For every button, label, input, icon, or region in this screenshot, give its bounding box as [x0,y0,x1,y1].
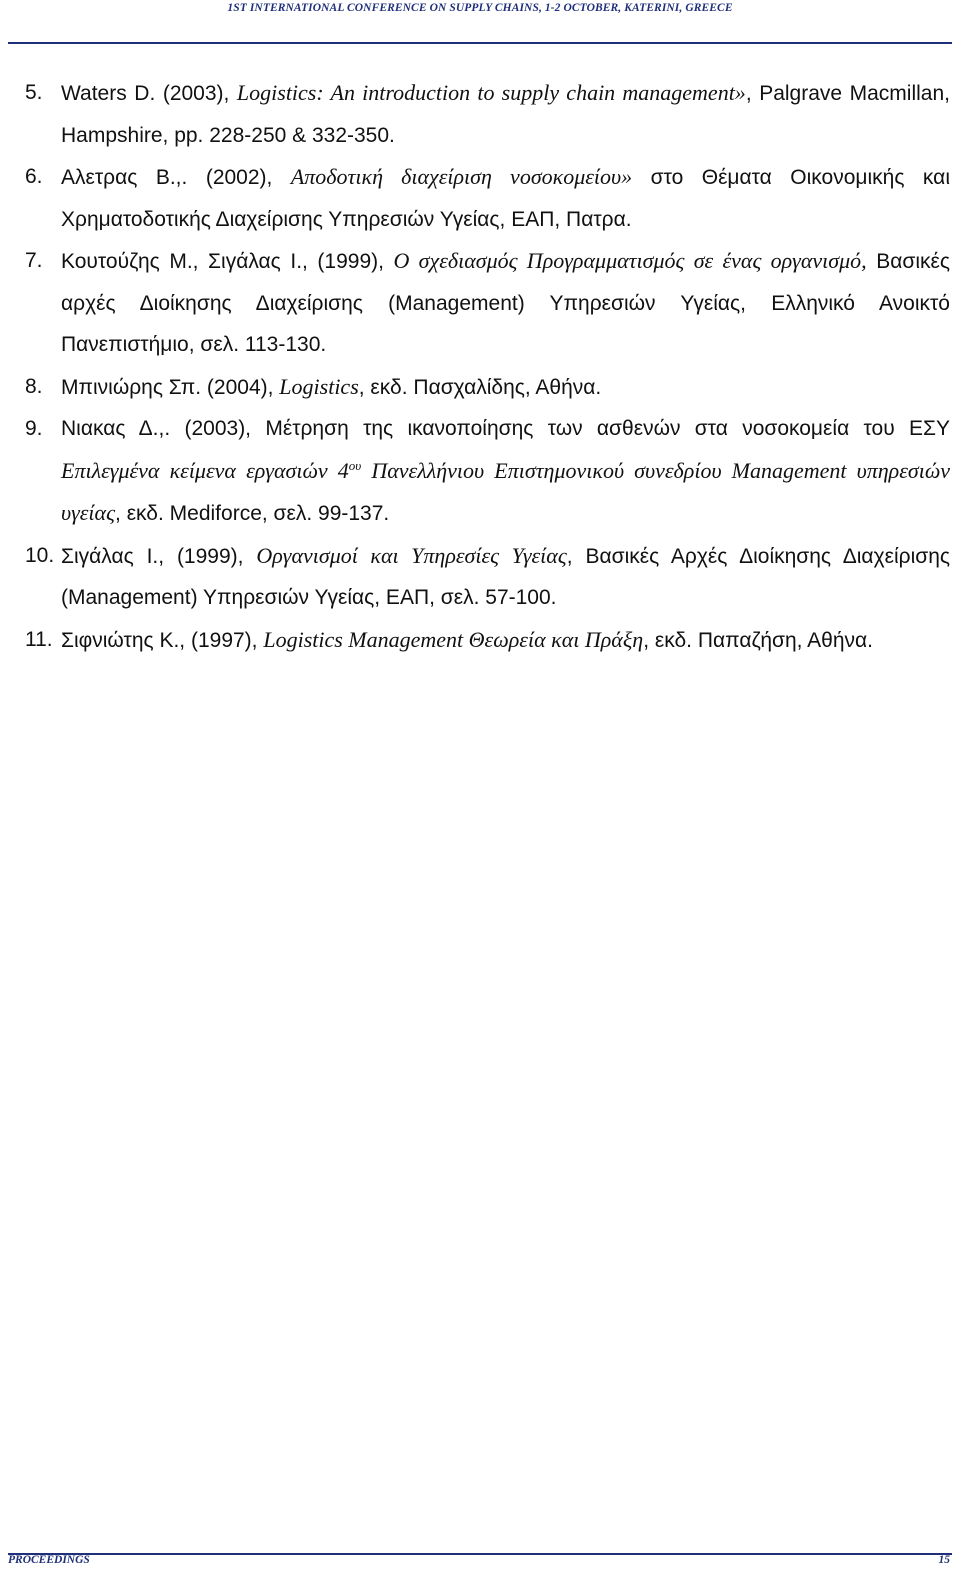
page-footer [0,1548,960,1581]
footer-rule [8,1553,952,1555]
conference-title: 1ST INTERNATIONAL CONFERENCE ON SUPPLY CHAINS, 1-2 OCTOBER, KATERINI, GREECE [227,2,733,14]
reference-title: Ο σχεδιασμός Προγραμματισμός σε ένας οργανισμό, [393,248,867,273]
reference-item [25,366,950,409]
header-rule [8,42,952,44]
reference-title: Logistics [279,373,359,399]
reference-title: Οργανισμοί και Υπηρεσίες Υγείας [256,542,567,568]
reference-text: Waters D. (2003), Logistics: An introduction to supply chain management», Palgrave Macmillan, Hampshire, pp. 228-250 & 332-350. [61,80,950,147]
reference-title: Logistics: An introduction to supply chain management» [236,80,746,105]
reference-text: Σιγάλας Ι., (1999), Οργανισμοί και Υπηρεσίες Υγείας, Βασικές Αρχές Διοίκησης Διαχείρισης (Management) Υπηρεσιών Υγείας, ΕΑΠ, σελ. 57-100. [61,542,951,609]
reference-list [25,72,950,661]
reference-text: Αλετρας Β.,. (2002), Αποδοτική διαχείριση νοσοκομείου» στο Θέματα Οικονομικής και Χρηματοδοτικής Διαχείρισης Υπηρεσιών Υγείας, ΕΑΠ, Πατρα. [61,164,950,231]
reference-item [25,240,950,366]
reference-number: 9. [25,417,43,440]
reference-item [25,535,950,619]
reference-number: 5. [25,81,43,104]
footer-label: PROCEEDINGS [8,1554,90,1566]
reference-number: 10. [25,543,55,567]
reference-item [25,619,950,662]
reference-item [25,408,950,535]
reference-title: Επιλεγμένα κείμενα εργασιών 4 [61,457,349,483]
reference-number: 7. [25,249,43,272]
reference-item [25,156,950,240]
reference-text: Κουτούζης Μ., Σιγάλας Ι., (1999), Ο σχεδιασμός Προγραμματισμός σε ένας οργανισμό, Βασικές αρχές Διοίκησης Διαχείρισης (Management) Υπηρεσιών Υγείας, Ελληνικό Ανοικτό Πανεπιστήμιο, σελ. 113-130. [61,248,950,356]
ordinal-superscript: ου [348,457,362,473]
reference-title-continued: Πανελλήνιου Επιστημονικού συνεδρίου Management υπηρεσιών υγείας [61,457,950,525]
reference-title: Αποδοτική διαχείριση νοσοκομείου» [290,164,633,189]
page-header [0,0,960,44]
reference-title: Logistics Management Θεωρεία και Πράξη [263,626,644,652]
reference-number: 6. [25,165,43,188]
reference-text: Μπινιώρης Σπ. (2004), Logistics, εκδ. Πασχαλίδης, Αθήνα. [61,373,602,399]
reference-text: Νιακας Δ.,. (2003), Μέτρηση της ικανοποίησης των ασθενών στα νοσοκομεία του ΕΣΥ Επιλεγμένα κείμενα εργασιών $4^{o\upsilon}$ Πανελλήνιου Επιστημονικού συνεδρίου Management υπηρεσιών υγείας, εκδ. Mediforce, σελ. 99-137. [61,417,950,525]
reference-text: Σιφνιώτης Κ., (1997), Logistics Management Θεωρεία και Πράξη, εκδ. Παπαζήση, Αθήνα. [61,626,874,652]
reference-number: 11. [25,627,53,651]
page-number: 15 [938,1554,950,1566]
reference-item [25,72,950,156]
reference-number: 8. [25,374,43,398]
